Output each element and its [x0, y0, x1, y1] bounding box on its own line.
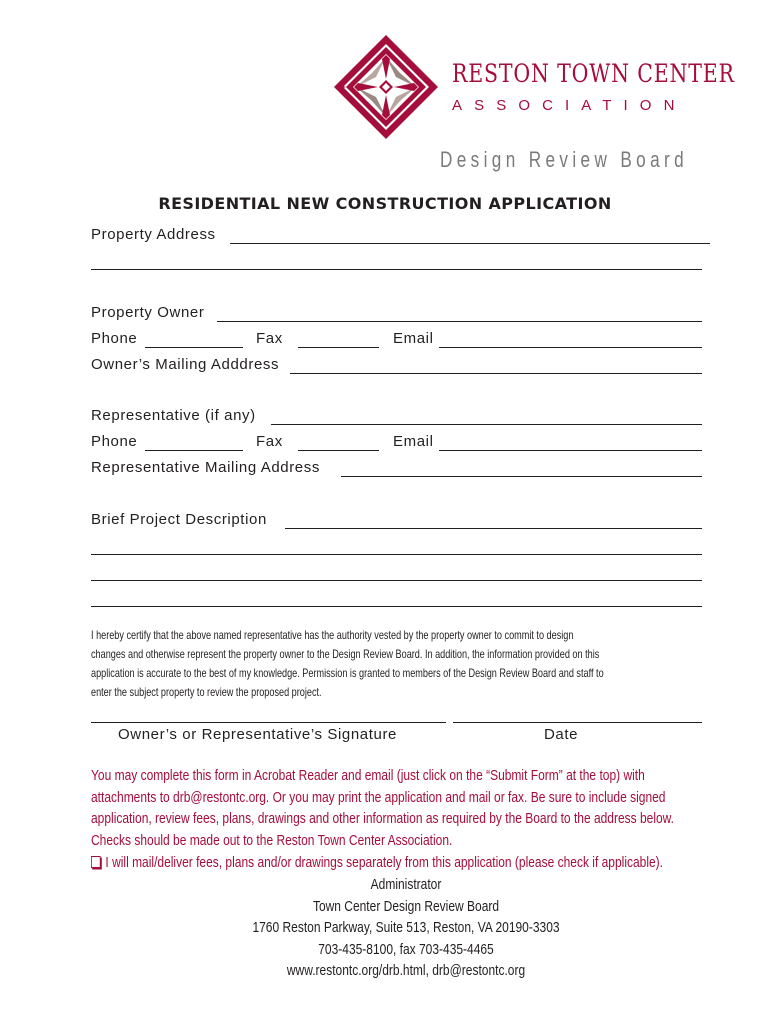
owner-phone-field[interactable] — [145, 347, 243, 348]
rep-email-field[interactable] — [439, 450, 702, 451]
property-address-label: Property Address — [91, 226, 216, 243]
contact-line: Administrator — [370, 876, 442, 893]
property-address-field[interactable] — [230, 243, 710, 244]
rep-mailing-field[interactable] — [341, 476, 702, 477]
instructions — [91, 765, 707, 851]
project-description-label: Brief Project Description — [91, 511, 267, 528]
rep-phone-field[interactable] — [145, 450, 243, 451]
instruction-line: attachments to drb@restontc.org. Or you may print the application and mail or fax. Be sure to include signed — [91, 788, 666, 806]
certification-line: application is accurate to the best of my knowledge. Permission is granted to members of the Design Review Board and staff to — [91, 667, 604, 680]
project-description-line3[interactable] — [91, 580, 702, 581]
owner-fax-label: Fax — [256, 330, 283, 347]
separate-delivery-option[interactable] — [91, 852, 707, 874]
separate-delivery-label: I will mail/deliver fees, plans and/or drawings separately from this application (please check if applicable). — [105, 854, 664, 871]
property-address-field-line2[interactable] — [91, 269, 702, 270]
representative-field[interactable] — [271, 424, 702, 425]
signature-label: Owner’s or Representative’s Signature — [118, 726, 398, 743]
rep-email-label: Email — [393, 433, 434, 450]
certification-line: I hereby certify that the above named representative has the authority vested by the property owner to commit to design — [91, 629, 574, 642]
owner-email-field[interactable] — [439, 347, 702, 348]
contact-line: 703-435-8100, fax 703-435-4465 — [318, 940, 494, 958]
certification-line: enter the subject property to review the proposed project. — [91, 686, 322, 699]
board-name: Design Review Board — [440, 147, 689, 172]
rep-fax-label: Fax — [256, 433, 283, 450]
logo-line2: ASSOCIATION — [452, 97, 687, 114]
project-description-field[interactable] — [285, 528, 702, 529]
logo-title — [452, 59, 735, 88]
form-title: RESIDENTIAL NEW CONSTRUCTION APPLICATION — [158, 194, 612, 213]
contact-block — [238, 874, 574, 982]
instruction-line: You may complete this form in Acrobat Reader and email (just click on the “Submit Form” at the top) with — [91, 767, 645, 784]
instruction-line: Checks should be made out to the Reston Town Center Association. — [91, 831, 453, 849]
project-description-line4[interactable] — [91, 606, 702, 607]
signature-field[interactable] — [91, 722, 446, 723]
separate-delivery-checkbox[interactable] — [91, 856, 101, 868]
logo-emblem — [333, 34, 439, 140]
project-description-line2[interactable] — [91, 554, 702, 555]
owner-mailing-label: Owner’s Mailing Adddress — [91, 356, 280, 373]
logo-line1: RESTON TOWN CENTER — [452, 59, 735, 88]
contact-line: 1760 Reston Parkway, Suite 513, Reston, VA 20190-3303 — [252, 919, 560, 937]
property-owner-field[interactable] — [217, 321, 702, 322]
certification-line: changes and otherwise represent the property owner to the Design Review Board. In addition, the information provided on this — [91, 648, 600, 661]
owner-fax-field[interactable] — [298, 347, 379, 348]
owner-email-label: Email — [393, 330, 434, 347]
contact-line: Town Center Design Review Board — [312, 897, 500, 915]
logo-subtitle — [452, 97, 687, 114]
owner-phone-label: Phone — [91, 330, 138, 347]
certification-text — [91, 626, 684, 702]
representative-label: Representative (if any) — [91, 407, 256, 424]
instruction-line: application, review fees, plans, drawings and other information as required by the Board to the address below. — [91, 810, 675, 828]
rep-mailing-label: Representative Mailing Address — [91, 459, 320, 476]
property-owner-label: Property Owner — [91, 304, 205, 321]
rep-fax-field[interactable] — [298, 450, 379, 451]
owner-mailing-field[interactable] — [290, 373, 702, 374]
contact-line: www.restontc.org/drb.html, drb@restontc.org — [286, 962, 526, 980]
reston-emblem-icon — [333, 34, 439, 140]
date-field[interactable] — [453, 722, 702, 723]
date-label: Date — [544, 726, 579, 743]
rep-phone-label: Phone — [91, 433, 138, 450]
